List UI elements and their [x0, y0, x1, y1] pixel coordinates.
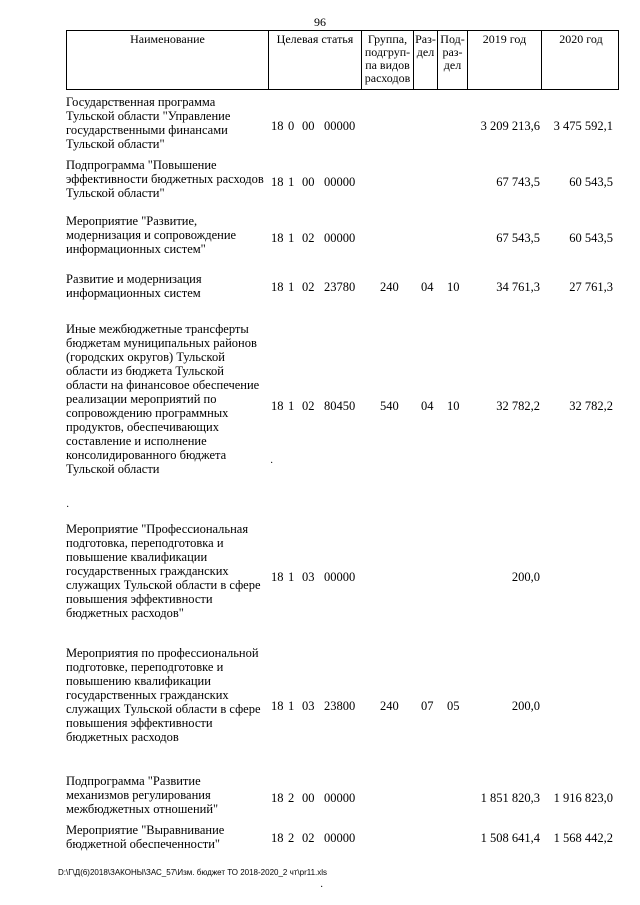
code-a: 18: [271, 231, 284, 245]
header-group-line: па видов: [365, 58, 410, 72]
scan-mark: ·: [320, 882, 324, 893]
page-number: 96: [314, 15, 326, 29]
code-b: 1: [288, 280, 295, 294]
table-header: [66, 30, 619, 90]
code-d: 00000: [324, 231, 356, 245]
value-2020: 60 543,5: [569, 175, 613, 189]
file-path-footer: D:\Г\Д(6)2018\ЗАКОНЫ\ЗАС_57\Изм. бюджет ТО 2018-2020_2 чт\pr11.xls: [58, 868, 328, 877]
header-name: [67, 31, 269, 89]
code-c: 00: [302, 175, 315, 189]
value-2019: 3 209 213,6: [480, 119, 540, 133]
value-2020: 32 782,2: [569, 399, 613, 413]
value-2019: 67 543,5: [496, 231, 540, 245]
header-2019: [468, 31, 542, 89]
podrazdel-code: 05: [447, 699, 460, 713]
code-c: 03: [302, 699, 315, 713]
group-code: 240: [380, 280, 399, 294]
value-2020: 1 916 823,0: [553, 791, 613, 805]
code-d: 23780: [324, 280, 356, 294]
code-b: 2: [288, 831, 295, 845]
value-2019: 1 508 641,4: [480, 831, 540, 845]
code-a: 18: [271, 791, 284, 805]
row-name: Мероприятие "Профессиональная подготовка, переподготовка и повышение квалификации государственных гражданских служащих Тульской области в сфере повышения эффективности бюджетных расходов": [66, 522, 261, 620]
row-name: Подпрограмма "Повышение эффективности бюджетных расходов Тульской области": [66, 158, 264, 200]
header-razdel: [414, 31, 438, 89]
value-2020: 3 475 592,1: [553, 119, 613, 133]
header-razdel-line: Раз-: [415, 32, 436, 46]
code-b: 1: [288, 699, 295, 713]
code-c: 02: [302, 831, 315, 845]
code-d: 00000: [324, 831, 356, 845]
header-podrazdel-line: раз-: [442, 45, 463, 59]
value-2019: 200,0: [511, 570, 540, 584]
code-b: 1: [288, 399, 295, 413]
value-2019: 67 743,5: [496, 175, 540, 189]
code-d: 00000: [324, 119, 356, 133]
code-a: 18: [271, 399, 284, 413]
scan-mark: ·: [66, 502, 70, 513]
value-2019: 1 851 820,3: [480, 791, 540, 805]
code-a: 18: [271, 175, 284, 189]
code-b: 1: [288, 231, 295, 245]
scan-mark: ·: [270, 458, 274, 469]
code-d: 00000: [324, 570, 356, 584]
code-c: 00: [302, 119, 315, 133]
razdel-code: 07: [421, 699, 434, 713]
group-code: 540: [380, 399, 399, 413]
value-2019: 32 782,2: [496, 399, 540, 413]
header-target: [269, 31, 362, 89]
code-a: 18: [271, 280, 284, 294]
header-group-line: подгруп-: [364, 45, 411, 59]
row-name: Подпрограмма "Развитие механизмов регулирования межбюджетных отношений": [66, 774, 219, 816]
code-c: 00: [302, 791, 315, 805]
code-c: 02: [302, 231, 315, 245]
razdel-code: 04: [421, 399, 434, 413]
group-code: 240: [380, 699, 399, 713]
code-d: 00000: [324, 175, 356, 189]
header-razdel-line: дел: [416, 45, 435, 59]
row-name: Государственная программа Тульской области "Управление государственными финансами Тульской области": [66, 95, 231, 151]
podrazdel-code: 10: [447, 399, 460, 413]
header-podrazdel-line: дел: [443, 58, 462, 72]
code-a: 18: [271, 831, 284, 845]
code-b: 1: [288, 570, 295, 584]
row-name: Мероприятия по профессиональной подготовке, переподготовке и повышению квалификации государственных гражданских служащих Тульской области в сфере повышения эффективности бюджетных расходов: [66, 646, 261, 744]
value-2020: 27 761,3: [569, 280, 613, 294]
header-podrazdel-line: Под-: [440, 32, 465, 46]
code-a: 18: [271, 119, 284, 133]
code-a: 18: [271, 699, 284, 713]
row-name: Мероприятие "Выравнивание бюджетной обеспеченности": [66, 823, 225, 851]
row-name: Мероприятие "Развитие, модернизация и сопровождение информационных систем": [66, 214, 237, 256]
code-d: 00000: [324, 791, 356, 805]
value-2020: 1 568 442,2: [553, 831, 613, 845]
header-podrazdel: [438, 31, 468, 89]
header-group-line: расходов: [364, 71, 411, 85]
code-b: 2: [288, 791, 295, 805]
row-name: Развитие и модернизация информационных систем: [66, 272, 202, 300]
code-c: 02: [302, 280, 315, 294]
value-2019: 34 761,3: [496, 280, 540, 294]
code-b: 0: [288, 119, 295, 133]
value-2019: 200,0: [511, 699, 540, 713]
podrazdel-code: 10: [447, 280, 460, 294]
razdel-code: 04: [421, 280, 434, 294]
value-2020: 60 543,5: [569, 231, 613, 245]
code-c: 03: [302, 570, 315, 584]
header-2020-label: 2020 год: [559, 32, 603, 46]
code-d: 23800: [324, 699, 356, 713]
header-target-label: Целевая статья: [276, 32, 354, 46]
row-name: Иные межбюджетные трансферты бюджетам муниципальных районов (городских округов) Тульской области из бюджета Тульской области на финансовое обеспечение реализации мероприятий по сопровождению программных продуктов, обеспечивающих составление и исполнение консолидированного бюджета Тульской области: [66, 322, 260, 476]
header-2019-label: 2019 год: [482, 32, 527, 46]
header-2020: [542, 31, 620, 89]
code-b: 1: [288, 175, 295, 189]
code-a: 18: [271, 570, 284, 584]
header-group-line: Группа,: [367, 32, 408, 46]
header-name-label: Наименование: [130, 32, 205, 46]
code-c: 02: [302, 399, 315, 413]
header-group: [362, 31, 414, 89]
code-d: 80450: [324, 399, 356, 413]
